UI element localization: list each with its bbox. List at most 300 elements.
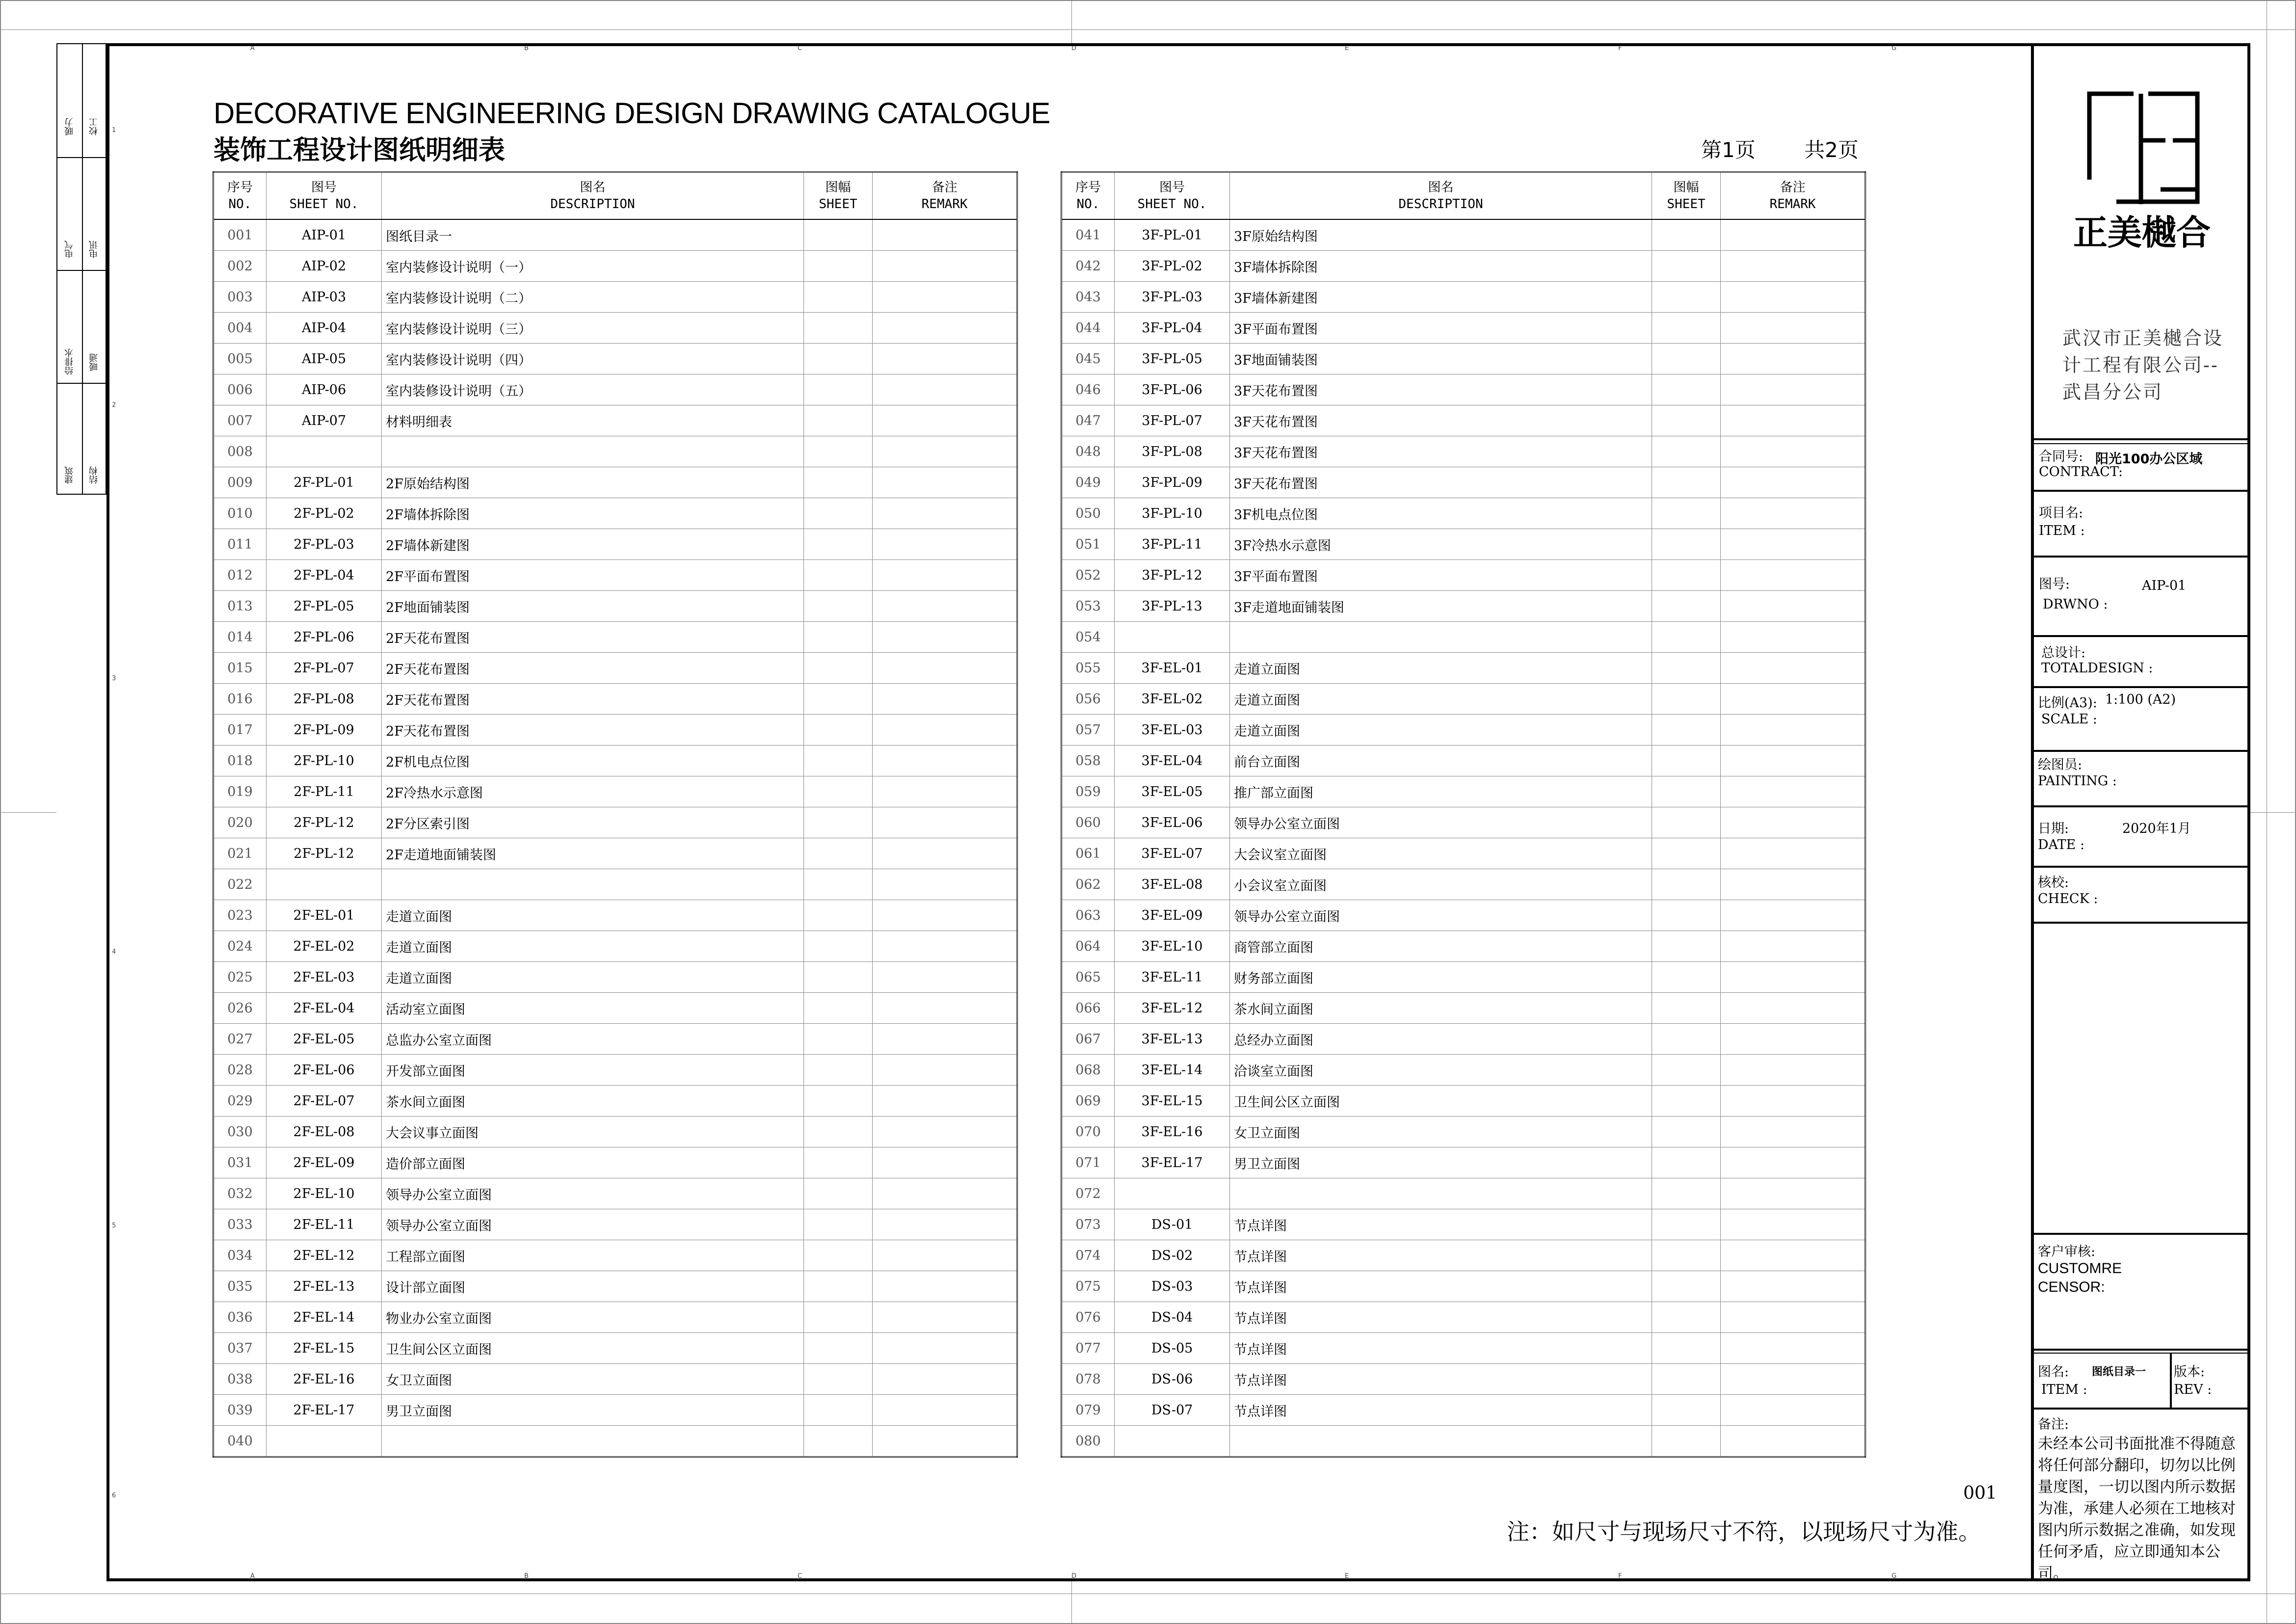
row-sheet-size xyxy=(804,436,873,467)
row-description: 小会议室立面图 xyxy=(1230,869,1652,900)
row-sheet-no: 3F-PL-05 xyxy=(1115,344,1230,374)
row-sheet-size xyxy=(804,1364,873,1395)
row-sheet-size xyxy=(1652,900,1721,931)
row-sheet-size xyxy=(804,560,873,591)
row-number: 035 xyxy=(214,1271,267,1302)
row-description: 女卫立面图 xyxy=(1230,1117,1652,1147)
row-number: 074 xyxy=(1062,1240,1115,1271)
row-number: 001 xyxy=(214,219,267,251)
row-remark xyxy=(873,282,1017,313)
row-number: 024 xyxy=(214,931,267,962)
row-description: 领导办公室立面图 xyxy=(382,1209,804,1240)
row-remark xyxy=(873,1117,1017,1147)
row-description: 2F机电点位图 xyxy=(382,745,804,776)
col-header-no: 序号 NO. xyxy=(214,172,267,220)
row-number: 007 xyxy=(214,405,267,436)
row-description: 2F原始结构图 xyxy=(382,467,804,498)
table-row xyxy=(214,1271,1017,1302)
row-description: 女卫立面图 xyxy=(382,1364,804,1395)
title-cn: 装饰工程设计图纸明细表 xyxy=(214,134,505,165)
row-description: 物业办公室立面图 xyxy=(382,1302,804,1333)
row-description: 活动室立面图 xyxy=(382,993,804,1024)
row-sheet-size xyxy=(1652,1271,1721,1302)
row-sheet-no: 2F-PL-07 xyxy=(267,653,382,684)
table-row xyxy=(1062,838,1866,869)
table-row xyxy=(214,1117,1017,1147)
row-remark xyxy=(1721,1024,1866,1055)
row-remark xyxy=(1721,436,1866,467)
row-sheet-no xyxy=(1115,622,1230,653)
row-sheet-no: AIP-01 xyxy=(267,219,382,251)
row-sheet-no: DS-06 xyxy=(1115,1364,1230,1395)
table-header-row xyxy=(1062,172,1866,220)
row-number: 054 xyxy=(1062,622,1115,653)
table-row xyxy=(1062,931,1866,962)
row-remark xyxy=(1721,282,1866,313)
company-logo xyxy=(2087,91,2200,204)
row-description: 走道立面图 xyxy=(1230,715,1652,745)
table-row xyxy=(1062,776,1866,807)
row-sheet-no: 2F-EL-16 xyxy=(267,1364,382,1395)
row-sheet-size xyxy=(804,622,873,653)
row-sheet-no: 3F-PL-10 xyxy=(1115,498,1230,529)
table-row xyxy=(214,467,1017,498)
revision-label-en: REV : xyxy=(2174,1382,2212,1397)
row-sheet-no: 2F-PL-03 xyxy=(267,529,382,560)
row-sheet-size xyxy=(804,405,873,436)
row-number: 058 xyxy=(1062,745,1115,776)
row-sheet-size xyxy=(804,282,873,313)
row-number: 045 xyxy=(1062,344,1115,374)
drawing-no-label-en: DRWNO : xyxy=(2043,597,2108,612)
table-row xyxy=(1062,1271,1866,1302)
row-description: 节点详图 xyxy=(1230,1395,1652,1426)
row-remark xyxy=(873,1209,1017,1240)
row-sheet-size xyxy=(1652,436,1721,467)
row-number: 012 xyxy=(214,560,267,591)
table-row xyxy=(214,282,1017,313)
row-sheet-size xyxy=(804,684,873,715)
row-remark xyxy=(1721,1086,1866,1117)
row-description: 2F天花布置图 xyxy=(382,653,804,684)
table-row xyxy=(1062,1024,1866,1055)
row-sheet-no: AIP-03 xyxy=(267,282,382,313)
row-description: 走道立面图 xyxy=(382,962,804,993)
row-remark xyxy=(873,900,1017,931)
table-row xyxy=(214,251,1017,282)
remark-line: 图内所示数据之准确，如发现 xyxy=(2038,1521,2236,1539)
table-row xyxy=(1062,313,1866,344)
row-sheet-size xyxy=(1652,622,1721,653)
row-number: 080 xyxy=(1062,1426,1115,1457)
row-description: 室内装修设计说明（三） xyxy=(382,313,804,344)
remark-line: 将任何部分翻印，切勿以比例 xyxy=(2038,1457,2236,1474)
row-remark xyxy=(1721,684,1866,715)
row-sheet-no: DS-04 xyxy=(1115,1302,1230,1333)
title-en: DECORATIVE ENGINEERING DESIGN DRAWING CATALOGUE xyxy=(214,97,1050,130)
remark-line: 未经本公司书面批准不得随意 xyxy=(2038,1435,2236,1453)
center-mark-top xyxy=(1071,0,1072,43)
remark-line: 为准，承建人必须在工地核对 xyxy=(2038,1500,2236,1518)
row-description: 3F冷热水示意图 xyxy=(1230,529,1652,560)
col-header-sheet-size: 图幅 SHEET xyxy=(804,172,873,220)
row-number: 061 xyxy=(1062,838,1115,869)
row-sheet-size xyxy=(804,467,873,498)
table-row xyxy=(1062,807,1866,838)
row-number: 057 xyxy=(1062,715,1115,745)
table-row xyxy=(214,1086,1017,1117)
row-sheet-no: 2F-EL-15 xyxy=(267,1333,382,1364)
table-row xyxy=(214,529,1017,560)
row-remark xyxy=(873,1271,1017,1302)
scale-label-en: SCALE : xyxy=(2041,712,2097,727)
row-remark xyxy=(873,1086,1017,1117)
ruler-letter: G xyxy=(1892,45,1897,52)
table-row xyxy=(214,900,1017,931)
row-description: 2F天花布置图 xyxy=(382,622,804,653)
row-number: 034 xyxy=(214,1240,267,1271)
customer-censor-label-en: CENSOR: xyxy=(2038,1279,2105,1295)
table-row xyxy=(214,436,1017,467)
row-remark xyxy=(873,1178,1017,1209)
dimension-note: 注：如尺寸与现场尺寸不符，以现场尺寸为准。 xyxy=(1507,1518,1981,1545)
row-number: 079 xyxy=(1062,1395,1115,1426)
row-sheet-size xyxy=(804,498,873,529)
row-remark xyxy=(873,745,1017,776)
row-number: 068 xyxy=(1062,1055,1115,1086)
row-description: 3F天花布置图 xyxy=(1230,467,1652,498)
row-remark xyxy=(1721,993,1866,1024)
col-header-remark: 备注 REMARK xyxy=(1721,172,1866,220)
ruler-letter: E xyxy=(1345,1572,1349,1580)
ruler-letter: C xyxy=(798,45,802,52)
date-label-en: DATE : xyxy=(2038,837,2085,852)
row-description: 卫生间公区立面图 xyxy=(382,1333,804,1364)
painting-label-en: PAINTING : xyxy=(2038,773,2117,789)
drawing-name-label-en: ITEM : xyxy=(2041,1382,2087,1397)
row-sheet-no: 3F-PL-07 xyxy=(1115,405,1230,436)
remark-line: 司。 xyxy=(2038,1565,2068,1582)
row-description: 节点详图 xyxy=(1230,1271,1652,1302)
row-number: 069 xyxy=(1062,1086,1115,1117)
row-remark xyxy=(1721,1426,1866,1457)
discipline-strip xyxy=(56,43,107,495)
row-remark xyxy=(873,436,1017,467)
row-description: 2F墙体拆除图 xyxy=(382,498,804,529)
row-sheet-no: 2F-EL-08 xyxy=(267,1117,382,1147)
row-sheet-size xyxy=(1652,931,1721,962)
drawing-no-label: 图号: xyxy=(2039,577,2070,592)
table-row xyxy=(1062,1209,1866,1240)
table-row xyxy=(1062,405,1866,436)
row-remark xyxy=(873,1055,1017,1086)
drawing-number: 001 xyxy=(1963,1483,1997,1503)
row-sheet-size xyxy=(1652,993,1721,1024)
row-description: 造价部立面图 xyxy=(382,1147,804,1178)
row-sheet-size xyxy=(1652,1426,1721,1457)
table-row xyxy=(214,1024,1017,1055)
drawing-name-label: 图名: xyxy=(2038,1364,2069,1380)
row-sheet-size xyxy=(1652,219,1721,251)
row-sheet-no: 2F-PL-06 xyxy=(267,622,382,653)
table-row xyxy=(1062,344,1866,374)
row-remark xyxy=(1721,1302,1866,1333)
row-description xyxy=(1230,1426,1652,1457)
row-remark xyxy=(1721,869,1866,900)
row-remark xyxy=(873,1024,1017,1055)
row-sheet-size xyxy=(1652,684,1721,715)
row-sheet-size xyxy=(804,374,873,405)
row-remark xyxy=(1721,931,1866,962)
row-number: 067 xyxy=(1062,1024,1115,1055)
row-description xyxy=(382,869,804,900)
row-description: 领导办公室立面图 xyxy=(1230,900,1652,931)
row-remark xyxy=(1721,529,1866,560)
contract-label: 合同号: xyxy=(2039,449,2083,464)
table-row xyxy=(214,405,1017,436)
row-sheet-no: 3F-EL-08 xyxy=(1115,869,1230,900)
catalogue-table-right xyxy=(1061,171,1866,1458)
row-sheet-size xyxy=(804,900,873,931)
row-sheet-size xyxy=(1652,498,1721,529)
row-remark xyxy=(1721,653,1866,684)
row-sheet-no: 3F-EL-04 xyxy=(1115,745,1230,776)
row-sheet-size xyxy=(1652,344,1721,374)
center-mark-left xyxy=(0,812,56,813)
row-sheet-size xyxy=(1652,251,1721,282)
row-remark xyxy=(873,684,1017,715)
col-header-remark: 备注 REMARK xyxy=(873,172,1017,220)
remark-line: 量度图，一切以图内所示数据 xyxy=(2038,1478,2236,1496)
row-sheet-no: AIP-06 xyxy=(267,374,382,405)
row-remark xyxy=(873,1147,1017,1178)
ruler-letter: A xyxy=(250,45,255,52)
row-description: 3F原始结构图 xyxy=(1230,219,1652,251)
table-row xyxy=(214,869,1017,900)
row-sheet-size xyxy=(1652,1147,1721,1178)
row-number: 008 xyxy=(214,436,267,467)
table-row xyxy=(214,776,1017,807)
row-sheet-no: 2F-PL-12 xyxy=(267,838,382,869)
row-remark xyxy=(1721,1055,1866,1086)
company-name-line: 计工程有限公司-- xyxy=(2062,354,2219,376)
row-description: 材料明细表 xyxy=(382,405,804,436)
row-sheet-size xyxy=(804,776,873,807)
row-description xyxy=(1230,622,1652,653)
row-sheet-no: AIP-07 xyxy=(267,405,382,436)
row-description: 3F墙体拆除图 xyxy=(1230,251,1652,282)
row-remark xyxy=(873,560,1017,591)
row-description: 2F墙体新建图 xyxy=(382,529,804,560)
drawing-no-value: AIP-01 xyxy=(2142,578,2187,593)
total-design-label: 总设计: xyxy=(2041,645,2086,661)
ruler-letter: G xyxy=(1892,1572,1897,1580)
table-row xyxy=(1062,529,1866,560)
row-description: 3F天花布置图 xyxy=(1230,436,1652,467)
row-sheet-no: 2F-EL-13 xyxy=(267,1271,382,1302)
row-sheet-no: 3F-PL-06 xyxy=(1115,374,1230,405)
row-remark xyxy=(873,405,1017,436)
row-sheet-no: 3F-EL-17 xyxy=(1115,1147,1230,1178)
row-sheet-no: 3F-PL-09 xyxy=(1115,467,1230,498)
row-remark xyxy=(873,498,1017,529)
table-row xyxy=(214,993,1017,1024)
row-remark xyxy=(873,993,1017,1024)
table-row xyxy=(214,931,1017,962)
row-number: 032 xyxy=(214,1178,267,1209)
row-number: 019 xyxy=(214,776,267,807)
row-number: 056 xyxy=(1062,684,1115,715)
row-remark xyxy=(873,838,1017,869)
row-sheet-no: AIP-02 xyxy=(267,251,382,282)
row-description: 室内装修设计说明（四） xyxy=(382,344,804,374)
row-sheet-no: 2F-PL-04 xyxy=(267,560,382,591)
row-remark xyxy=(873,1302,1017,1333)
center-mark-bottom xyxy=(1071,1581,1072,1624)
row-number: 077 xyxy=(1062,1333,1115,1364)
row-sheet-no: AIP-05 xyxy=(267,344,382,374)
row-sheet-size xyxy=(1652,282,1721,313)
row-sheet-no: 3F-EL-01 xyxy=(1115,653,1230,684)
row-sheet-size xyxy=(1652,467,1721,498)
row-sheet-no: 2F-EL-09 xyxy=(267,1147,382,1178)
row-remark xyxy=(873,529,1017,560)
table-row xyxy=(214,622,1017,653)
row-sheet-size xyxy=(804,529,873,560)
row-description: 工程部立面图 xyxy=(382,1240,804,1271)
row-description: 商管部立面图 xyxy=(1230,931,1652,962)
row-sheet-size xyxy=(804,745,873,776)
row-remark xyxy=(873,1240,1017,1271)
row-sheet-no: 3F-PL-01 xyxy=(1115,219,1230,251)
row-description: 男卫立面图 xyxy=(1230,1147,1652,1178)
row-remark xyxy=(1721,715,1866,745)
row-sheet-no: 2F-EL-03 xyxy=(267,962,382,993)
row-sheet-size xyxy=(804,715,873,745)
row-description: 茶水间立面图 xyxy=(1230,993,1652,1024)
row-sheet-size xyxy=(804,1117,873,1147)
row-sheet-size xyxy=(1652,653,1721,684)
row-description xyxy=(1230,1178,1652,1209)
row-number: 002 xyxy=(214,251,267,282)
table-row xyxy=(1062,900,1866,931)
row-sheet-no: 2F-EL-17 xyxy=(267,1395,382,1426)
company-name-line: 武汉市正美樾合设 xyxy=(2062,327,2224,349)
remark-line: 任何矛盾，应立即通知本公 xyxy=(2038,1543,2220,1561)
col-header-sheet-no: 图号 SHEET NO. xyxy=(267,172,382,220)
row-number: 053 xyxy=(1062,591,1115,622)
painting-label: 绘图员: xyxy=(2038,757,2082,772)
table-header-row xyxy=(214,172,1017,220)
row-description: 3F墙体新建图 xyxy=(1230,282,1652,313)
row-remark xyxy=(873,931,1017,962)
row-number: 020 xyxy=(214,807,267,838)
row-sheet-size xyxy=(804,869,873,900)
row-sheet-no: DS-07 xyxy=(1115,1395,1230,1426)
row-sheet-no: 3F-EL-07 xyxy=(1115,838,1230,869)
strip-label: 电气 xyxy=(64,240,75,258)
row-number: 025 xyxy=(214,962,267,993)
row-sheet-size xyxy=(1652,1240,1721,1271)
row-sheet-size xyxy=(804,1302,873,1333)
row-number: 027 xyxy=(214,1024,267,1055)
ruler-number: 1 xyxy=(112,127,116,134)
row-number: 017 xyxy=(214,715,267,745)
row-number: 042 xyxy=(1062,251,1115,282)
row-sheet-size xyxy=(1652,374,1721,405)
row-number: 072 xyxy=(1062,1178,1115,1209)
row-sheet-no: 2F-EL-06 xyxy=(267,1055,382,1086)
row-sheet-size xyxy=(1652,869,1721,900)
row-number: 033 xyxy=(214,1209,267,1240)
table-row xyxy=(1062,251,1866,282)
row-sheet-size xyxy=(804,1426,873,1457)
ruler-letter: C xyxy=(798,1572,802,1580)
page-total: 共2页 xyxy=(1804,138,1859,162)
row-description: 大会议事立面图 xyxy=(382,1117,804,1147)
row-description: 2F平面布置图 xyxy=(382,560,804,591)
table-row xyxy=(214,313,1017,344)
row-number: 009 xyxy=(214,467,267,498)
table-row xyxy=(214,962,1017,993)
row-description: 3F天花布置图 xyxy=(1230,374,1652,405)
row-sheet-size xyxy=(1652,313,1721,344)
row-remark xyxy=(873,219,1017,251)
row-sheet-no: 2F-PL-08 xyxy=(267,684,382,715)
customer-censor-label: 客户审核: xyxy=(2038,1244,2096,1259)
col-header-description: 图名 DESCRIPTION xyxy=(1230,172,1652,220)
row-number: 023 xyxy=(214,900,267,931)
strip-label: 电讯 xyxy=(89,240,99,258)
table-row xyxy=(214,560,1017,591)
row-sheet-no: 3F-EL-14 xyxy=(1115,1055,1230,1086)
row-number: 005 xyxy=(214,344,267,374)
row-remark xyxy=(1721,219,1866,251)
row-description: 2F天花布置图 xyxy=(382,684,804,715)
row-description: 设计部立面图 xyxy=(382,1271,804,1302)
row-sheet-no: 3F-EL-05 xyxy=(1115,776,1230,807)
row-sheet-size xyxy=(804,219,873,251)
row-sheet-no: 3F-PL-03 xyxy=(1115,282,1230,313)
row-sheet-no: 3F-PL-02 xyxy=(1115,251,1230,282)
row-sheet-size xyxy=(804,591,873,622)
row-remark xyxy=(873,807,1017,838)
row-remark xyxy=(1721,374,1866,405)
row-number: 039 xyxy=(214,1395,267,1426)
row-remark xyxy=(1721,1333,1866,1364)
row-sheet-no: 3F-EL-06 xyxy=(1115,807,1230,838)
row-remark xyxy=(1721,1147,1866,1178)
ruler-letter: B xyxy=(524,1572,529,1580)
row-sheet-no: 2F-PL-12 xyxy=(267,807,382,838)
row-remark xyxy=(1721,591,1866,622)
row-remark xyxy=(873,313,1017,344)
row-description: 财务部立面图 xyxy=(1230,962,1652,993)
row-description: 图纸目录一 xyxy=(382,219,804,251)
row-number: 014 xyxy=(214,622,267,653)
table-row xyxy=(1062,1117,1866,1147)
row-sheet-no: 3F-EL-16 xyxy=(1115,1117,1230,1147)
row-sheet-no: 2F-EL-07 xyxy=(267,1086,382,1117)
row-description: 节点详图 xyxy=(1230,1364,1652,1395)
table-row xyxy=(1062,591,1866,622)
logo-mark-icon xyxy=(2087,91,2200,204)
row-sheet-size xyxy=(1652,1333,1721,1364)
row-sheet-no: 2F-EL-14 xyxy=(267,1302,382,1333)
row-number: 022 xyxy=(214,869,267,900)
row-sheet-size xyxy=(1652,962,1721,993)
row-sheet-size xyxy=(1652,1302,1721,1333)
